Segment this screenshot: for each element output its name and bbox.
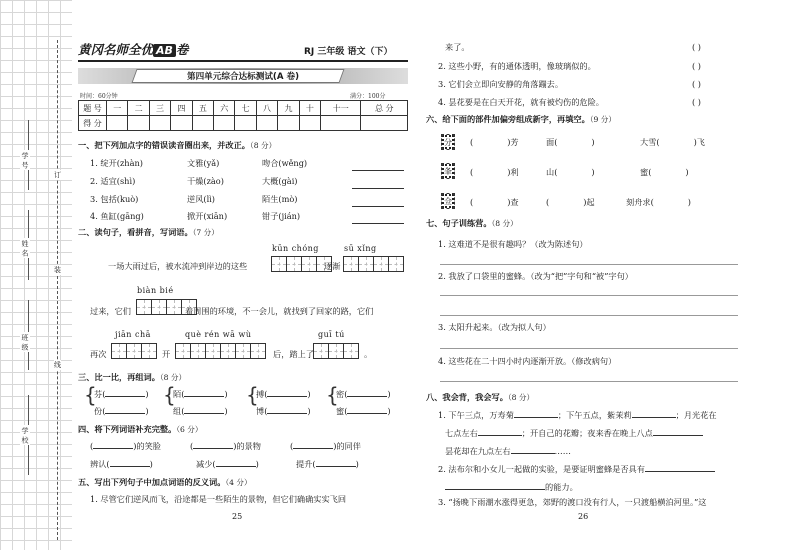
score-cell[interactable] (278, 116, 299, 131)
s3-item: 芬( ) (94, 389, 149, 399)
s4-item: 减少( ) (196, 459, 259, 469)
pinyin-hint: què rén wā wù (185, 330, 252, 339)
s6-item: 山( ) (546, 167, 595, 177)
s4-item: ( )的笑脸 (90, 441, 161, 451)
s7-question: 4. 这些花在二十四小时内逐渐开放。（修改病句） (438, 356, 617, 366)
s1-item: 干燥(zào) (187, 176, 224, 186)
brace: { (163, 383, 176, 407)
s2-text: 。 (364, 349, 373, 359)
section-6-title: 六、给下面的部件加偏旁组成新字，再填空。（9 分） (426, 114, 616, 124)
section-3-title: 三、比一比，再组词。（8 分） (78, 372, 187, 382)
s7-question: 2. 我放了口袋里的蜜蜂。（改为“把”字句和“被”字句） (438, 271, 633, 281)
answer-line[interactable] (352, 206, 404, 207)
table-cell: 总 分 (361, 101, 408, 116)
s8-line: 昙花却在九点左右 …… (445, 446, 571, 456)
s5-line: 1. 尽管它们逆风而飞，沿途都是一些陌生的景物，但它们确确实实飞回 (90, 494, 347, 504)
s1-item: 文雅(yǎ) (187, 158, 220, 168)
brand-logo (78, 40, 188, 58)
s3-item: 份( ) (94, 406, 149, 416)
table-cell: 一 (107, 101, 128, 116)
right-text: 来了。 (445, 42, 470, 52)
s4-item: ( )的同伴 (290, 441, 361, 451)
answer-paren[interactable]: ( ) (692, 61, 701, 71)
score-cell[interactable] (149, 116, 170, 131)
score-cell[interactable] (256, 116, 277, 131)
binding-strip (0, 0, 72, 550)
brace: { (326, 383, 339, 407)
answer-line[interactable] (352, 223, 404, 224)
answer-paren[interactable]: ( ) (692, 97, 701, 107)
table-cell: 三 (149, 101, 170, 116)
s4-item: 辨认( ) (90, 459, 153, 469)
s1-item: 4. 鱼缸(gāng) (90, 211, 144, 221)
binding-mark: 装 (54, 266, 61, 274)
s3-item: 搏( ) (256, 389, 311, 399)
table-cell: 四 (171, 101, 192, 116)
table-cell: 二 (128, 101, 149, 116)
table-cell: 得 分 (79, 116, 107, 131)
table-cell: 题 号 (79, 101, 107, 116)
brand-suffix: 卷 (175, 42, 189, 57)
score-cell[interactable] (171, 116, 192, 131)
s3-item: 蜜( ) (336, 406, 391, 416)
time-limit: 时间：60分钟 (80, 93, 118, 100)
s6-item: 刻舟求( ) (626, 197, 691, 207)
s6-item: ( )查 (470, 197, 519, 207)
pinyin-hint: jiān chā (115, 330, 151, 339)
score-cell[interactable] (107, 116, 128, 131)
s3-item: 陌( ) (173, 389, 228, 399)
header-rule (78, 60, 408, 62)
brand-ab: AB (153, 44, 176, 57)
right-text: 3. 它们会立即向安静的角落蹦去。 (438, 79, 564, 89)
s2-text: 一场大雨过后，被水流冲到岸边的这些 (108, 261, 248, 271)
table-cell: 十一 (321, 101, 361, 116)
s1-item: 陌生(mò) (262, 194, 298, 204)
class-field[interactable]: 班 级 (21, 334, 29, 351)
answer-line[interactable] (440, 381, 738, 382)
s6-item: 蜜( ) (640, 167, 689, 177)
answer-line[interactable] (352, 170, 404, 171)
s3-item: 组( ) (173, 406, 228, 416)
radical-box: 佥 (441, 193, 455, 209)
radical-box: 夆 (441, 163, 455, 179)
s6-item: 大雪( )飞 (640, 137, 705, 147)
s2-text: 开 (162, 349, 171, 359)
s8-line: 七点左右 ；开自己的花瓣；夜来香在晚上八点 (445, 428, 703, 439)
score-cell[interactable] (128, 116, 149, 131)
score-table-score-row (79, 116, 408, 131)
section-8-title: 八、我会背，我会写。（8 分） (426, 392, 535, 402)
answer-line[interactable] (440, 295, 738, 296)
s6-item: ( )芳 (470, 137, 519, 147)
s7-question: 3. 太阳升起来。（改为拟人句） (438, 322, 551, 332)
answer-line[interactable] (440, 264, 738, 265)
s3-item: 博( ) (256, 406, 311, 416)
page-number-left: 25 (232, 512, 243, 521)
table-cell: 十 (299, 101, 320, 116)
brace: { (246, 383, 259, 407)
cut-line (57, 40, 58, 540)
grade-label: RJ 三年级 语文（下） (304, 47, 393, 57)
s8-line: 2. 法布尔和小女儿一起做的实验，是要证明蜜蜂是否具有 (438, 464, 715, 475)
char-grid[interactable] (176, 343, 266, 359)
s6-item: 面( ) (546, 137, 595, 147)
page-number-right: 26 (578, 512, 589, 521)
s2-text: 再次 (90, 349, 107, 359)
binding-mark: 订 (54, 171, 61, 179)
right-text: 4. 昙花要是在白天开花，就有被灼伤的危险。 (438, 97, 604, 107)
answer-line[interactable] (440, 315, 738, 316)
s1-item: 吻合(wěng) (262, 158, 308, 168)
section-5-title: 五、写出下列句子中加点词语的反义词。（4 分） (78, 477, 252, 487)
brand-name: 黄冈名师全优 (78, 42, 154, 57)
s6-item: ( )起 (546, 197, 595, 207)
char-grid[interactable] (314, 343, 359, 359)
answer-line[interactable] (352, 188, 404, 189)
char-grid[interactable] (112, 343, 157, 359)
s3-item: 密( ) (336, 389, 391, 399)
radical-box: 分 (441, 134, 455, 150)
table-cell: 九 (278, 101, 299, 116)
s1-item: 掀开(xiān) (187, 211, 228, 221)
s1-item: 钳子(jián) (262, 211, 301, 221)
s1-item: 大概(gài) (262, 176, 298, 186)
school-field[interactable]: 学 校 (21, 427, 29, 444)
score-cell[interactable] (361, 116, 408, 131)
table-cell: 六 (214, 101, 235, 116)
answer-paren[interactable]: ( ) (692, 79, 701, 89)
section-7-title: 七、句子训练营。（8 分） (426, 218, 518, 228)
full-score: 满分：100分 (350, 93, 386, 100)
table-cell: 五 (192, 101, 213, 116)
s2-text: 过来，它们 (90, 306, 131, 316)
pinyin-hint: kūn chóng (272, 244, 319, 253)
binding-mark: 线 (54, 361, 61, 369)
s6-item: ( )利 (470, 167, 519, 177)
name-field[interactable]: 姓 名 (21, 240, 29, 257)
score-cell[interactable] (299, 116, 320, 131)
s1-item: 逆风(lì) (187, 194, 216, 204)
answer-line[interactable] (440, 348, 738, 349)
s2-text: 着周围的环境，不一会儿，就找到了回家的路，它们 (185, 306, 374, 316)
section-4-title: 四、将下列词语补充完整。（6 分） (78, 424, 203, 434)
answer-paren[interactable]: ( ) (692, 42, 701, 52)
pinyin-hint: biàn bié (137, 286, 174, 295)
score-cell[interactable] (214, 116, 235, 131)
brace: { (84, 383, 97, 407)
table-cell: 七 (235, 101, 256, 116)
table-cell: 八 (256, 101, 277, 116)
char-grid[interactable] (344, 256, 404, 272)
s1-item: 2. 适宜(shì) (90, 176, 136, 186)
score-table (78, 100, 408, 131)
score-table-header-row (79, 101, 408, 116)
s8-line: 3. “扬晚下雨潮水涨得更急，郊野的渡口没有行人，一只渡船横泊河里。”这 (438, 497, 707, 507)
s4-item: ( )的景物 (190, 441, 261, 451)
s2-text: 后，踏上了 (273, 349, 314, 359)
s8-line: 1. 下午三点，万寿菊 ；下午五点，紫茉莉 ；月光花在 (438, 410, 717, 420)
section-2-title: 二、读句子，看拼音，写词语。（7 分） (78, 227, 219, 237)
s2-text: 逐渐 (324, 261, 341, 271)
pinyin-hint: guī tú (318, 330, 345, 339)
s8-line: 的能力。 (445, 482, 578, 493)
test-title: 第四单元综合达标测试(A 卷) (186, 72, 300, 82)
section-1-title: 一、把下列加点字的错误读音圈出来，并改正。（8 分） (78, 140, 277, 150)
score-cell[interactable] (235, 116, 256, 131)
s1-item: 1. 绽开(zhàn) (90, 158, 143, 168)
student-id-field[interactable]: 学 号 (21, 152, 29, 169)
char-grid[interactable] (272, 256, 332, 272)
score-cell[interactable] (321, 116, 361, 131)
s7-question: 1. 这难道不是很有趣吗？（改为陈述句） (438, 239, 588, 249)
s1-item: 3. 包括(kuò) (90, 194, 139, 204)
s4-item: 提升( ) (296, 459, 359, 469)
right-text: 2. 这些小野，有的通体透明，像玻璃似的。 (438, 61, 596, 71)
pinyin-hint: sū xǐng (344, 244, 377, 253)
score-cell[interactable] (192, 116, 213, 131)
